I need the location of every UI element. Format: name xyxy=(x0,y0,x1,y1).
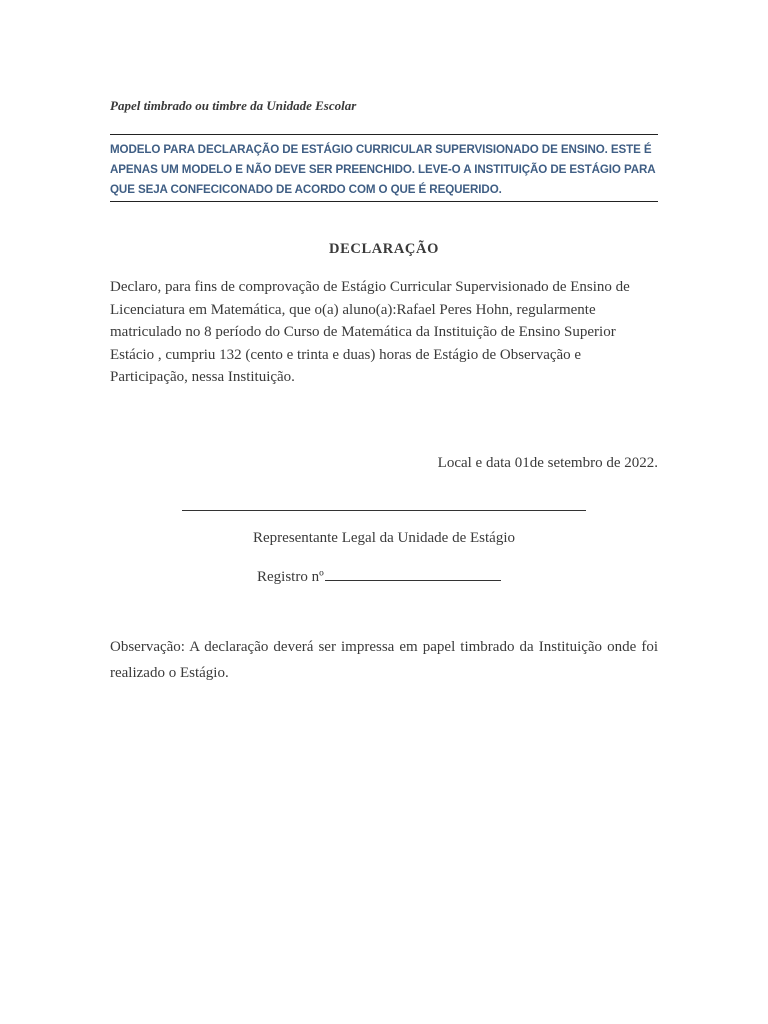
observation-note: Observação: A declaração deverá ser impressa em papel timbrado da Instituição onde foi realizado o Estágio. xyxy=(110,639,658,681)
declaration-body: Declaro, para fins de comprovação de Estágio Curricular Supervisionado de Ensino de Licenciatura em Matemática, que o(a) aluno(a):Rafael Peres Hohn, regularmente matriculado no 8 período do Curso de Matemática da Instituição de Ensino Superior Estácio , cumpriu 132 (cento e trinta e duas) horas de Estágio de Observação e Participação, nessa Instituição. xyxy=(110,279,630,385)
letterhead-text: Papel timbrado ou timbre da Unidade Escolar xyxy=(110,98,357,113)
declaration-title: DECLARAÇÃO xyxy=(329,241,439,257)
model-notice-box xyxy=(110,134,658,202)
registro-field xyxy=(257,566,501,586)
representative-label: Representante Legal da Unidade de Estágio xyxy=(253,530,515,546)
model-notice-text: MODELO PARA DECLARAÇÃO DE ESTÁGIO CURRICULAR SUPERVISIONADO DE ENSINO. ESTE É APENAS UM MODELO E NÃO DEVE SER PREENCHIDO. LEVE-O A INSTITUIÇÃO DE ESTÁGIO PARA QUE SEJA CONFECICONADO DE ACORDO COM O QUE É REQUERIDO. xyxy=(110,143,656,196)
registro-label: Registro nº xyxy=(257,569,324,585)
place-and-date: Local e data 01de setembro de 2022. xyxy=(437,455,658,471)
signature-line xyxy=(182,510,586,511)
registro-blank-line xyxy=(325,566,501,581)
